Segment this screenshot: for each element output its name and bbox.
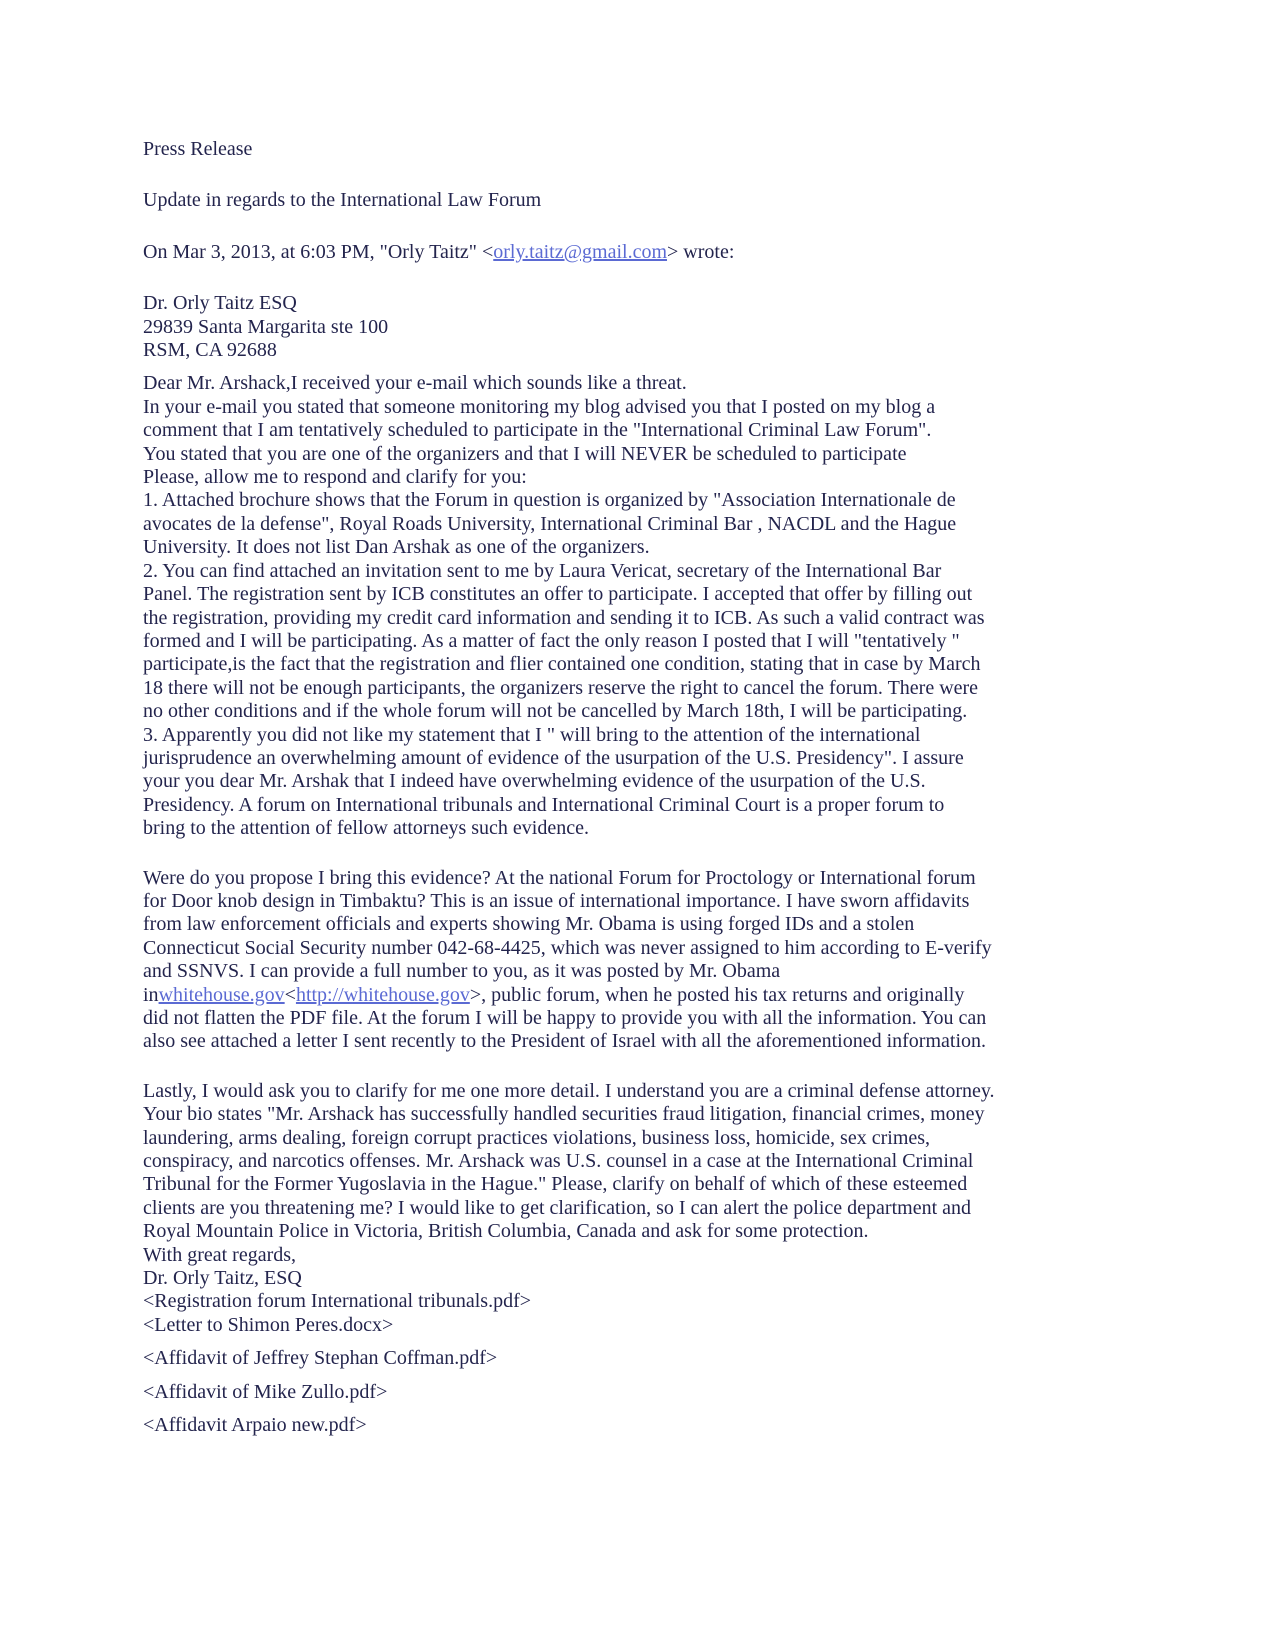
body-line: also see attached a letter I sent recently to the President of Israel with all the aforementioned information. [143,1030,987,1053]
update-title: Update in regards to the International Law Forum [143,189,542,212]
body-line: Connecticut Social Security number 042-68-4425, which was never assigned to him according to E-verify [143,936,992,959]
body-line: and SSNVS. I can provide a full number to you, as it was posted by Mr. Obama [143,960,781,983]
body-line-with-links [143,984,1143,1007]
body-line: the registration, providing my credit card information and sending it to ICB. As such a valid contract was [143,606,985,629]
body-line: 18 there will not be enough participants, the organizers reserve the right to cancel the forum. There were [143,676,979,699]
body-paragraph-1 [143,372,1143,840]
attachment-item: <Affidavit of Jeffrey Stephan Coffman.pdf> [143,1347,498,1370]
wrote-line [143,241,1143,264]
closing-line: With great regards, [143,1243,297,1266]
body-line: jurisprudence an overwhelming amount of evidence of the usurpation of the U.S. Presidency". I assure [143,746,964,769]
body-line: comment that I am tentatively scheduled to participate in the "International Criminal Law Forum". [143,419,932,442]
body-line: You stated that you are one of the organizers and that I will NEVER be scheduled to participate [143,442,907,465]
body-paragraph-3 [143,1080,1143,1337]
address-block [143,292,1143,362]
body-line: Lastly, I would ask you to clarify for me one more detail. I understand you are a criminal defense attorney. [143,1079,995,1102]
signature-line: Dr. Orly Taitz, ESQ [143,1267,302,1290]
body-line: Royal Mountain Police in Victoria, British Columbia, Canada and ask for some protection. [143,1220,869,1243]
body-paragraph-2 [143,867,1143,1054]
whitehouse-link[interactable]: whitehouse.gov [158,983,285,1006]
whitehouse-url-link[interactable]: http://whitehouse.gov [295,983,470,1006]
press-release-label: Press Release [143,138,253,160]
body-line: no other conditions and if the whole forum will not be cancelled by March 18th, I will be participating. [143,700,968,723]
body-line: 3. Apparently you did not like my statement that I " will bring to the attention of the international [143,723,921,746]
attachment-item: <Registration forum International tribunals.pdf> [143,1290,532,1313]
address-city: RSM, CA 92688 [143,339,277,362]
body-line: Were do you propose I bring this evidence? At the national Forum for Proctology or International forum [143,866,976,889]
body-line: Tribunal for the Former Yugoslavia in the Hague." Please, clarify on behalf of which of these esteemed [143,1173,968,1196]
attachment-item: <Affidavit Arpaio new.pdf> [143,1414,367,1437]
wrote-prefix: On Mar 3, 2013, at 6:03 PM, "Orly Taitz" < [143,240,494,263]
address-street: 29839 Santa Margarita ste 100 [143,315,389,338]
body-line: your you dear Mr. Arshak that I indeed have overwhelming evidence of the usurpation of the U.S. [143,770,926,793]
attachment-item: <Affidavit of Mike Zullo.pdf> [143,1380,388,1403]
wrote-suffix: > wrote: [667,240,735,263]
body-line: bring to the attention of fellow attorneys such evidence. [143,817,589,840]
body-line: In your e-mail you stated that someone monitoring my blog advised you that I posted on my blog a [143,395,936,418]
body-line: 2. You can find attached an invitation sent to me by Laura Vericat, secretary of the International Bar [143,559,942,582]
body-line: Dear Mr. Arshack,I received your e-mail which sounds like a threat. [143,372,687,395]
attachment-list [143,1337,1143,1437]
link-line-prefix: in [143,983,159,1006]
address-name: Dr. Orly Taitz ESQ [143,292,297,315]
body-line: formed and I will be participating. As a matter of fact the only reason I posted that I will "tentatively " [143,629,960,652]
link-line-mid: < [284,983,296,1006]
body-line: Panel. The registration sent by ICB constitutes an offer to participate. I accepted that offer by filling out [143,583,973,606]
document-page [143,138,1143,1438]
body-line: avocates de la defense", Royal Roads University, International Criminal Bar , NACDL and the Hague [143,512,957,535]
email-link[interactable]: orly.taitz@gmail.com [493,240,668,263]
body-line: did not flatten the PDF file. At the forum I will be happy to provide you with all the information. You can [143,1007,987,1029]
body-line: Your bio states "Mr. Arshack has successfully handled securities fraud litigation, financial crimes, money [143,1103,985,1126]
attachment-item: <Letter to Shimon Peres.docx> [143,1313,394,1336]
body-line: laundering, arms dealing, foreign corrupt practices violations, business loss, homicide, sex crimes, [143,1126,931,1149]
body-line: 1. Attached brochure shows that the Forum in question is organized by "Association Internationale de [143,489,956,512]
body-line: participate,is the fact that the registration and flier contained one condition, stating that in case by March [143,653,981,676]
link-line-suffix: >, public forum, when he posted his tax returns and originally [469,983,965,1006]
body-line: from law enforcement officials and experts showing Mr. Obama is using forged IDs and a stolen [143,913,915,936]
body-line: clients are you threatening me? I would like to get clarification, so I can alert the police department and [143,1196,972,1219]
body-line: Presidency. A forum on International tribunals and International Criminal Court is a proper forum to [143,793,945,816]
body-line: for Door knob design in Timbaktu? This is an issue of international importance. I have sworn affidavits [143,889,970,912]
body-line: conspiracy, and narcotics offenses. Mr. Arshack was U.S. counsel in a case at the International Criminal [143,1150,974,1173]
body-line: University. It does not list Dan Arshak as one of the organizers. [143,536,650,559]
body-line: Please, allow me to respond and clarify for you: [143,466,527,489]
